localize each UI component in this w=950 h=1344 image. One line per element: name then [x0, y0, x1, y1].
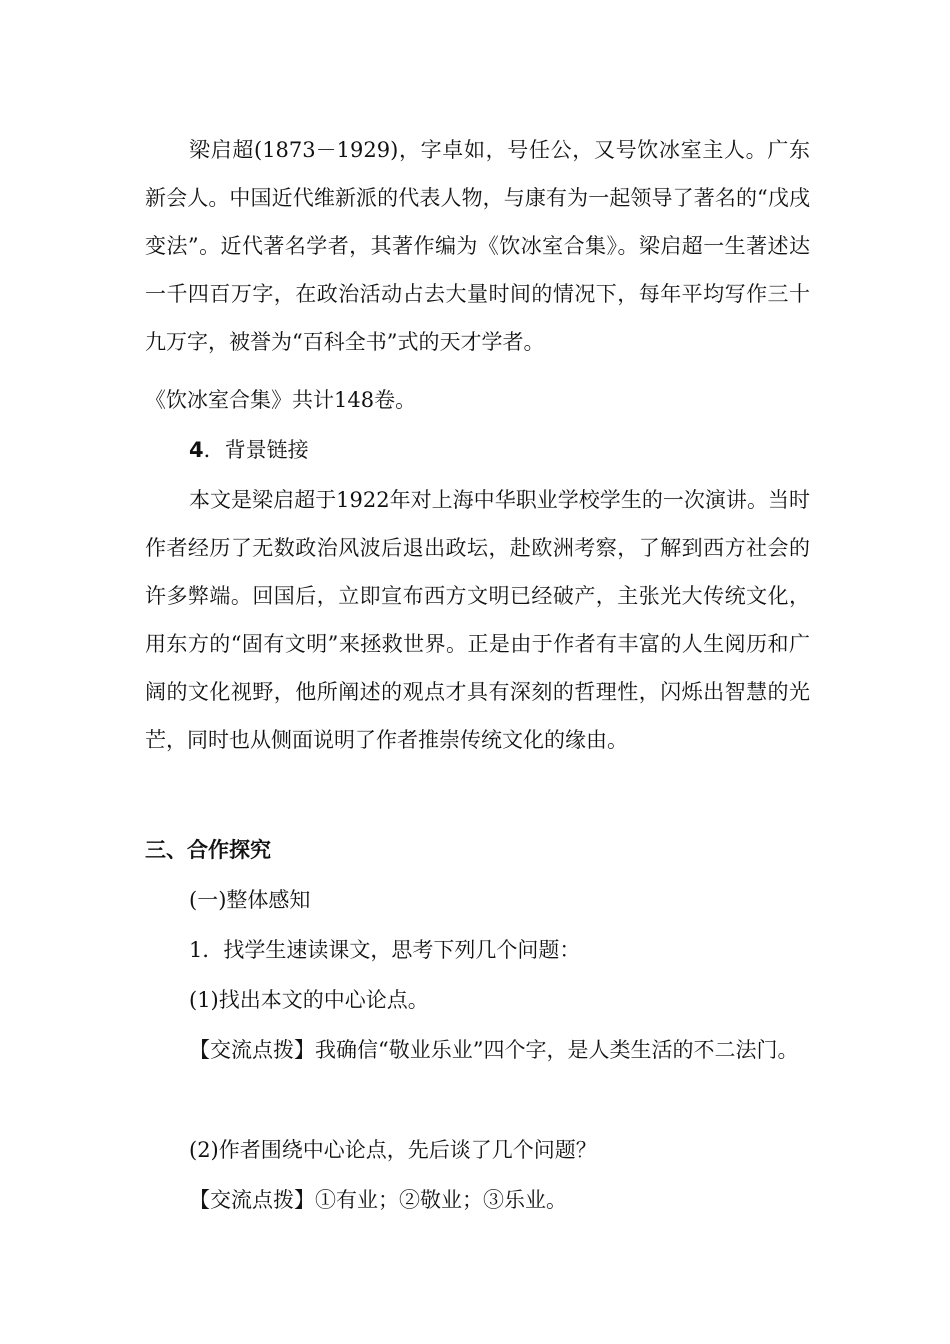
section-4-number: 4 — [189, 438, 204, 462]
author-bio-tail: 《饮冰室合集》共计148卷。 — [145, 388, 417, 412]
section-4-title: ．背景链接 — [203, 438, 309, 462]
question-1: 1．找学生速读课文，思考下列几个问题： — [189, 938, 581, 962]
question-1-2: (2)作者围绕中心论点，先后谈了几个问题？ — [189, 1138, 597, 1162]
subsection-overall-perception: (一)整体感知 — [189, 888, 311, 912]
answer-1-1: 【交流点拨】我确信“敬业乐业”四个字，是人类生活的不二法门。 — [189, 1038, 799, 1062]
answer-1-2: 【交流点拨】①有业；②敬业；③乐业。 — [189, 1188, 567, 1212]
question-1-1: (1)找出本文的中心论点。 — [189, 988, 429, 1012]
author-bio-paragraph: 梁启超(1873－1929)，字卓如，号任公，又号饮冰室主人。广东新会人。中国近代维新派的代表人物，与康有为一起领导了著名的“戊戌变法”。近代著名学者，其著作编为《饮冰室合集》。梁启超一生著述达一千四百万字，在政治活动占去大量时间的情况下，每年平均写作三十九万字，被誉为“百科全书”式的天才学者。 — [145, 138, 810, 354]
background-paragraph: 本文是梁启超于1922年对上海中华职业学校学生的一次演讲。当时作者经历了无数政治风波后退出政坛，赴欧洲考察，了解到西方社会的许多弊端。回国后，立即宣布西方文明已经破产，主张光大传统文化，用东方的“固有文明”来拯救世界。正是由于作者有丰富的人生阅历和广阔的文化视野，他所阐述的观点才具有深刻的哲理性，闪烁出智慧的光芒，同时也从侧面说明了作者推崇传统文化的缘由。 — [145, 488, 810, 752]
section-4-heading — [145, 426, 810, 474]
part-3-heading: 三、合作探究 — [145, 838, 271, 862]
